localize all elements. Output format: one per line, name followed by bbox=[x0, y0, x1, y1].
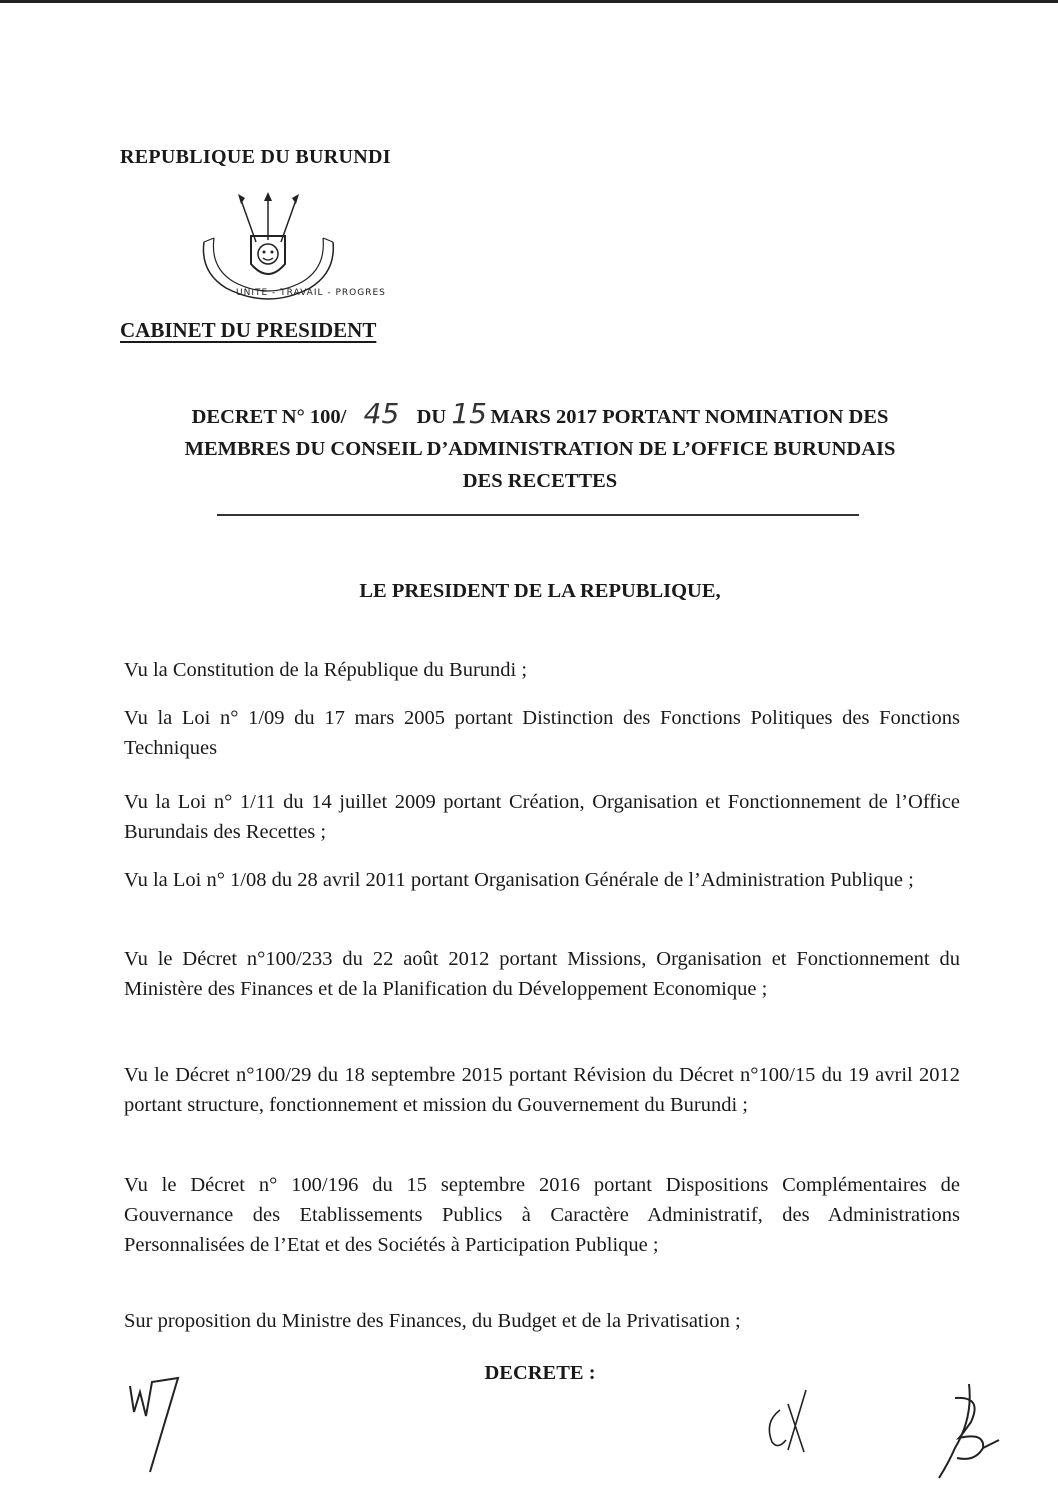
consideration-paragraph: Vu le Décret n°100/29 du 18 septembre 2015 portant Révision du Décret n°100/15 du 19 avril 2012 portant structure, fonctionnement et mission du Gouvernement du Burundi ; bbox=[124, 1064, 960, 1116]
republic-heading: REPUBLIQUE DU BURUNDI bbox=[120, 146, 391, 168]
consideration-paragraph: Vu la Loi n° 1/09 du 17 mars 2005 portant Distinction des Fonctions Politiques des Fonctions Techniques bbox=[124, 707, 960, 759]
consideration-paragraph: Vu la Loi n° 1/08 du 28 avril 2011 portant Organisation Générale de l’Administration Publique ; bbox=[124, 869, 914, 891]
consideration-paragraph: Vu la Loi n° 1/11 du 14 juillet 2009 portant Création, Organisation et Fonctionnement de l’Office Burundais des Recettes ; bbox=[124, 791, 960, 843]
title-line-1 bbox=[100, 398, 980, 433]
decrete-heading: DECRETE : bbox=[484, 1362, 596, 1384]
title-line-2: MEMBRES DU CONSEIL D’ADMINISTRATION DE L’OFFICE BURUNDAIS bbox=[184, 438, 896, 460]
president-heading: LE PRESIDENT DE LA REPUBLIQUE, bbox=[359, 580, 721, 602]
right-initials-signature bbox=[925, 1378, 1005, 1488]
title-line-1-rest: MARS 2017 PORTANT NOMINATION DES bbox=[490, 406, 889, 428]
title-line-3: DES RECETTES bbox=[462, 470, 618, 492]
handwritten-decree-number: 45 bbox=[363, 397, 400, 430]
scan-top-edge bbox=[0, 0, 1058, 3]
handwritten-day: 15 bbox=[451, 397, 487, 430]
cabinet-heading: CABINET DU PRESIDENT bbox=[120, 318, 377, 342]
middle-initials-signature bbox=[758, 1380, 818, 1470]
seal-motto: UNITE - TRAVAIL - PROGRES bbox=[236, 288, 386, 298]
consideration-paragraph: Vu le Décret n°100/233 du 22 août 2012 portant Missions, Organisation et Fonctionnement du Ministère des Finances et de la Planification du Développement Economique ; bbox=[124, 948, 960, 1000]
title-divider bbox=[217, 514, 859, 516]
decree-title bbox=[100, 398, 980, 497]
left-initials-signature bbox=[120, 1372, 190, 1482]
title-prefix: DECRET N° 100/ bbox=[191, 406, 347, 428]
consideration-paragraph: Sur proposition du Ministre des Finances, du Budget et de la Privatisation ; bbox=[124, 1310, 741, 1332]
consideration-paragraph: Vu le Décret n° 100/196 du 15 septembre 2016 portant Dispositions Complémentaires de Gouvernance des Etablissements Publics à Caractère Administratif, des Administrations Personnalisées de l’Etat et des Sociétés à Participation Publique ; bbox=[124, 1174, 960, 1256]
consideration-paragraph: Vu la Constitution de la République du Burundi ; bbox=[124, 659, 528, 681]
title-du: DU bbox=[416, 406, 447, 428]
